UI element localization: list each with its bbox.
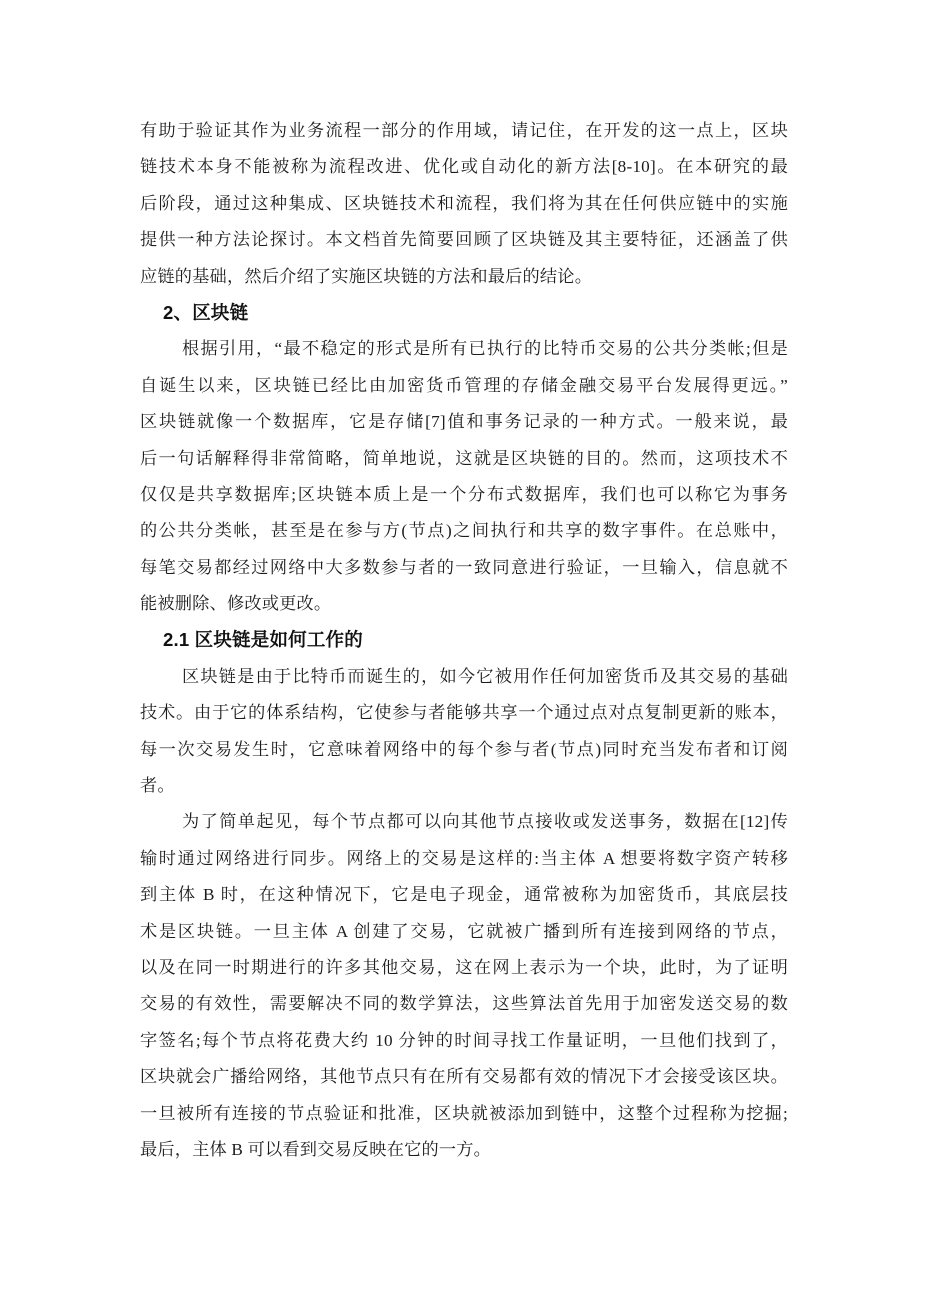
text-line: 一旦被所有连接的节点验证和批准，区块就被添加到链中，这整个过程称为挖掘;	[140, 1103, 788, 1123]
text-line: 术是区块链。一旦主体 A 创建了交易，它就被广播到所有连接到网络的节点，	[140, 921, 788, 941]
text-line: 以及在同一时期进行的许多其他交易，这在网上表示为一个块，此时，为了证明	[140, 957, 788, 977]
document-body	[140, 113, 788, 1168]
text-line: 后阶段，通过这种集成、区块链技术和流程，我们将为其在任何供应链中的实施	[140, 193, 788, 213]
text-line: 自诞生以来，区块链已经比由加密货币管理的存储金融交易平台发展得更远。”	[140, 375, 788, 395]
text-line: 每一次交易发生时，它意味着网络中的每个参与者(节点)同时充当发布者和订阅	[140, 739, 788, 759]
text-line: 最后，主体 B 可以看到交易反映在它的一方。	[140, 1139, 492, 1159]
text-line: 每笔交易都经过网络中大多数参与者的一致同意进行验证，一旦输入，信息就不	[140, 557, 788, 577]
text-line: 技术。由于它的体系结构，它使参与者能够共享一个通过点对点复制更新的账本，	[140, 703, 788, 723]
text-line: 的公共分类帐，甚至是在参与方(节点)之间执行和共享的数字事件。在总账中，	[140, 521, 788, 541]
text-line: 区块链就像一个数据库，它是存储[7]值和事务记录的一种方式。一般来说，最	[140, 412, 788, 432]
text-line: 区块就会广播给网络，其他节点只有在所有交易都有效的情况下才会接受该区块。	[140, 1067, 788, 1087]
text-line: 后一句话解释得非常简略，简单地说，这就是区块链的目的。然而，这项技术不	[140, 448, 788, 468]
text-line: 提供一种方法论探讨。本文档首先简要回顾了区块链及其主要特征，还涵盖了供	[140, 230, 788, 250]
text-line: 交易的有效性，需要解决不同的数学算法，这些算法首先用于加密发送交易的数	[140, 994, 788, 1014]
text-line: 链技术本身不能被称为流程改进、优化或自动化的新方法[8-10]。在本研究的最	[140, 157, 788, 177]
text-line: 有助于验证其作为业务流程一部分的作用域，请记住，在开发的这一点上，区块	[140, 121, 788, 140]
text-line: 输时通过网络进行同步。网络上的交易是这样的:当主体 A 想要将数字资产转移	[140, 848, 788, 868]
section-heading: 2.1 区块链是如何工作的	[163, 629, 363, 651]
text-line: 区块链是由于比特币而诞生的，如今它被用作任何加密货币及其交易的基础	[182, 666, 788, 686]
text-line: 到主体 B 时，在这种情况下，它是电子现金，通常被称为加密货币，其底层技	[140, 885, 788, 905]
text-line: 应链的基础，然后介绍了实施区块链的方法和最后的结论。	[140, 266, 593, 286]
text-line: 字签名;每个节点将花费大约 10 分钟的时间寻找工作量证明，一旦他们找到了，	[140, 1030, 788, 1050]
text-line: 根据引用，“最不稳定的形式是所有已执行的比特币交易的公共分类帐;但是	[182, 339, 788, 359]
text-line: 为了简单起见，每个节点都可以向其他节点接收或发送事务，数据在[12]传	[182, 812, 788, 832]
text-line: 能被删除、修改或更改。	[140, 594, 332, 614]
section-heading: 2、区块链	[163, 301, 249, 323]
text-line: 者。	[140, 776, 175, 796]
text-line: 仅仅是共享数据库;区块链本质上是一个分布式数据库，我们也可以称它为事务	[140, 484, 788, 504]
